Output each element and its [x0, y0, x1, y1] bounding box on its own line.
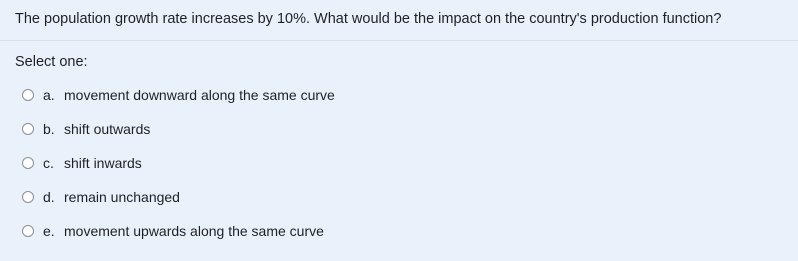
option-d[interactable] [22, 186, 180, 208]
option-label: shift outwards [64, 121, 151, 137]
option-label: movement downward along the same curve [64, 87, 335, 103]
option-letter: b. [43, 121, 55, 137]
radio-button-b[interactable] [22, 123, 34, 135]
question-text: The population growth rate increases by 10%. What would be the impact on the country's production function? [15, 11, 722, 27]
radio-button-c[interactable] [22, 157, 34, 169]
option-e[interactable] [22, 220, 324, 242]
option-letter: c. [43, 155, 54, 171]
divider [0, 40, 798, 41]
option-c[interactable] [22, 152, 142, 174]
option-letter: e. [43, 223, 55, 239]
select-one-prompt: Select one: [15, 54, 88, 70]
option-label: remain unchanged [64, 189, 180, 205]
radio-button-d[interactable] [22, 191, 34, 203]
option-b[interactable] [22, 118, 150, 140]
option-label: movement upwards along the same curve [64, 223, 324, 239]
option-letter: a. [43, 87, 55, 103]
radio-button-a[interactable] [22, 89, 34, 101]
radio-button-e[interactable] [22, 225, 34, 237]
option-a[interactable] [22, 84, 335, 106]
option-letter: d. [43, 189, 55, 205]
option-label: shift inwards [64, 155, 142, 171]
